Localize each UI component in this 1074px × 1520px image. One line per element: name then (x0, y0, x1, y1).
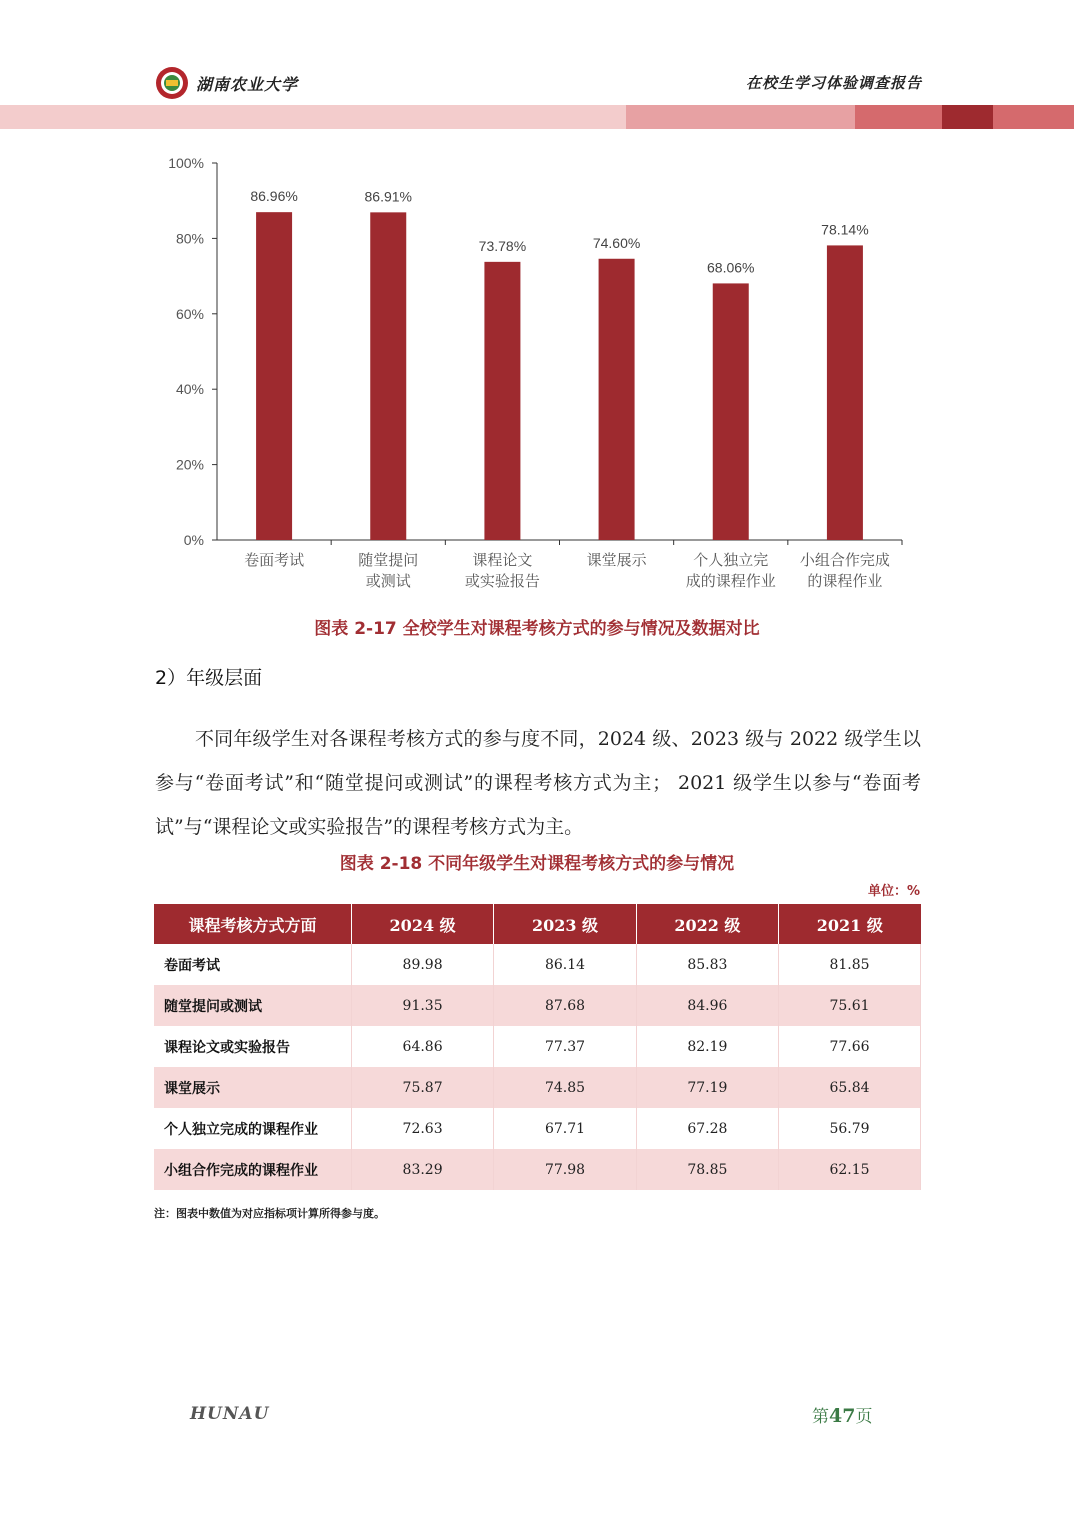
header-band-accent (855, 105, 942, 129)
table-unit: 单位：% (867, 884, 920, 899)
table-row (154, 1108, 921, 1149)
table-cell: 81.85 (779, 944, 921, 985)
data-label: 78.14% (821, 221, 869, 238)
header-report-title: 在校生学习体验调查报告 (745, 74, 922, 92)
x-tick-label: 卷面考试 (244, 551, 305, 569)
header-cell: 2024 级 (351, 904, 493, 944)
bar (370, 212, 406, 540)
y-tick-label: 60% (175, 305, 204, 322)
x-tick-label: 小组合作完成 (799, 551, 890, 569)
table-cell: 75.61 (779, 985, 921, 1026)
table-cell: 72.63 (351, 1108, 493, 1149)
footer-logo-text: HUNAU (190, 1404, 270, 1424)
table-cell: 62.15 (779, 1149, 921, 1190)
table-cell: 77.98 (494, 1149, 636, 1190)
header-band-end (993, 105, 1074, 129)
table-row (154, 944, 921, 985)
page-number (812, 1402, 872, 1427)
row-label: 个人独立完成的课程作业 (154, 1108, 351, 1149)
data-label: 68.06% (707, 259, 755, 276)
x-tick-label: 随堂提问 (358, 551, 419, 569)
header-band-dark (942, 105, 993, 129)
table-cell: 87.68 (494, 985, 636, 1026)
page-prefix: 第 (812, 1407, 829, 1427)
table-cell: 56.79 (779, 1108, 921, 1149)
y-tick-label: 20% (175, 456, 204, 473)
table-cell: 74.85 (494, 1067, 636, 1108)
table-cell: 82.19 (636, 1026, 778, 1067)
bar (827, 245, 863, 540)
row-label: 随堂提问或测试 (154, 985, 351, 1026)
x-tick-label: 课堂展示 (586, 551, 647, 569)
header-band-light (0, 105, 626, 129)
table-cell: 67.71 (494, 1108, 636, 1149)
row-label: 课程论文或实验报告 (154, 1026, 351, 1067)
table-cell: 85.83 (636, 944, 778, 985)
table-cell: 65.84 (779, 1067, 921, 1108)
table-cell: 64.86 (351, 1026, 493, 1067)
header-cell: 课程考核方式方面 (154, 904, 351, 944)
bar (599, 259, 635, 540)
x-tick-label: 或实验报告 (464, 572, 540, 590)
table-caption: 图表 2-18 不同年级学生对课程考核方式的参与情况 (339, 854, 735, 874)
section-paragraph: 不同年级学生对各课程考核方式的参与度不同，2024 级、2023 级与 2022 级学生以参与“卷面考试”和“随堂提问或测试”的课程考核方式为主； 2021 级学生以参与“卷面考试”与“课程论文或实验报告”的课程考核方式为主。 (155, 728, 921, 838)
table-row (154, 1149, 921, 1190)
grade-participation-table (154, 904, 921, 1190)
header-band-mid (626, 105, 855, 129)
row-label: 小组合作完成的课程作业 (154, 1149, 351, 1190)
table-cell: 83.29 (351, 1149, 493, 1190)
bar (713, 283, 749, 540)
table-footnote: 注：图表中数值为对应指标项计算所得参与度。 (154, 1207, 385, 1220)
row-label: 卷面考试 (154, 944, 351, 985)
table-cell: 86.14 (494, 944, 636, 985)
table-cell: 91.35 (351, 985, 493, 1026)
y-tick-label: 100% (168, 155, 204, 171)
y-tick-label: 40% (175, 381, 204, 398)
table-cell: 77.66 (779, 1026, 921, 1067)
table-row (154, 1067, 921, 1108)
x-tick-label: 或测试 (365, 572, 411, 590)
x-tick-label: 的课程作业 (807, 572, 883, 590)
university-seal-icon (155, 66, 189, 100)
table-cell: 84.96 (636, 985, 778, 1026)
x-tick-label: 成的课程作业 (685, 572, 776, 590)
table-row (154, 1026, 921, 1067)
data-label: 74.60% (592, 234, 641, 251)
header-cell: 2023 级 (494, 904, 636, 944)
header-cell: 2021 级 (779, 904, 921, 944)
bar (484, 262, 520, 540)
participation-bar-chart (150, 148, 920, 608)
table-cell: 67.28 (636, 1108, 778, 1149)
table-cell: 75.87 (351, 1067, 493, 1108)
table-header-row (154, 904, 921, 944)
data-label: 86.91% (364, 188, 412, 205)
x-tick-label: 个人独立完 (693, 551, 769, 569)
chart-caption: 图表 2-17 全校学生对课程考核方式的参与情况及数据对比 (314, 619, 760, 639)
page-suffix: 页 (855, 1407, 873, 1427)
section-heading: 2）年级层面 (155, 667, 263, 689)
data-label: 86.96% (250, 188, 298, 205)
y-tick-label: 0% (183, 532, 204, 548)
table-cell: 77.37 (494, 1026, 636, 1067)
x-tick-label: 课程论文 (472, 551, 533, 569)
table-cell: 89.98 (351, 944, 493, 985)
header-university-name: 湖南农业大学 (196, 75, 299, 94)
row-label: 课堂展示 (154, 1067, 351, 1108)
bar (256, 212, 292, 540)
data-label: 73.78% (478, 237, 527, 254)
table-cell: 77.19 (636, 1067, 778, 1108)
page-number-value: 47 (829, 1405, 856, 1427)
header-cell: 2022 级 (636, 904, 778, 944)
table-row (154, 985, 921, 1026)
table-cell: 78.85 (636, 1149, 778, 1190)
y-tick-label: 80% (175, 230, 204, 247)
